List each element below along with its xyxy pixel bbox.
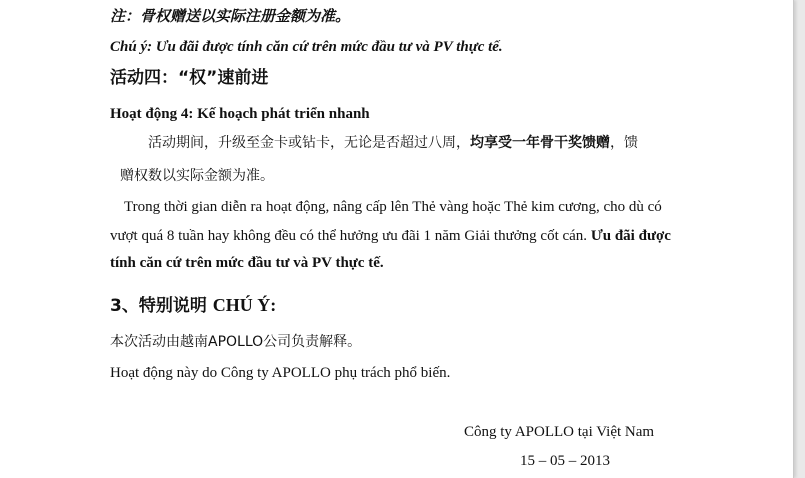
body-emphasis: 均享受一年骨干奖馈赠 <box>470 135 610 151</box>
body-text: 活动期间，升级至金卡或钻卡，无论是否超过八周， <box>148 135 470 151</box>
activity4-body-chinese-line2: 赠权数以实际金额为准。 <box>120 168 274 184</box>
activity4-heading-vietnamese: Hoạt động 4: Kế hoạch phát triển nhanh <box>110 106 370 122</box>
explanation-chinese: 本次活动由越南APOLLO公司负责解释。 <box>110 334 362 350</box>
signature-company: Công ty APOLLO tại Việt Nam <box>464 424 655 440</box>
activity4-body-vietnamese-line3: tính căn cứ trên mức đầu tư và PV thực tế. <box>110 255 384 271</box>
activity4-body-chinese-line1 <box>148 136 638 150</box>
activity4-heading-chinese: 活动四：“权”速前进 <box>110 68 269 88</box>
body-text: vượt quá 8 tuần hay không đều có thể hưởng ưu đãi 1 năm Giải thưởng cốt cán. <box>110 228 591 244</box>
signature-date: 15 – 05 – 2013 <box>520 453 610 469</box>
body-text: ，馈 <box>610 135 638 151</box>
section3-heading <box>110 296 276 315</box>
activity4-body-vietnamese-line1: Trong thời gian diễn ra hoạt động, nâng cấp lên Thẻ vàng hoặc Thẻ kim cương, cho dù có <box>124 199 662 215</box>
section3-heading-vietnamese: CHÚ Ý: <box>212 295 277 315</box>
note-vietnamese: Chú ý: Ưu đãi được tính căn cứ trên mức đầu tư và PV thực tế. <box>110 39 503 55</box>
section3-heading-chinese: 3、特别说明 <box>110 296 207 316</box>
activity4-body-vietnamese-line2 <box>110 229 671 244</box>
body-emphasis: Ưu đãi được <box>590 228 671 244</box>
note-chinese: 注：骨权赠送以实际注册金额为准。 <box>110 7 351 25</box>
explanation-vietnamese: Hoạt động này do Công ty APOLLO phụ trách phổ biến. <box>110 365 451 381</box>
